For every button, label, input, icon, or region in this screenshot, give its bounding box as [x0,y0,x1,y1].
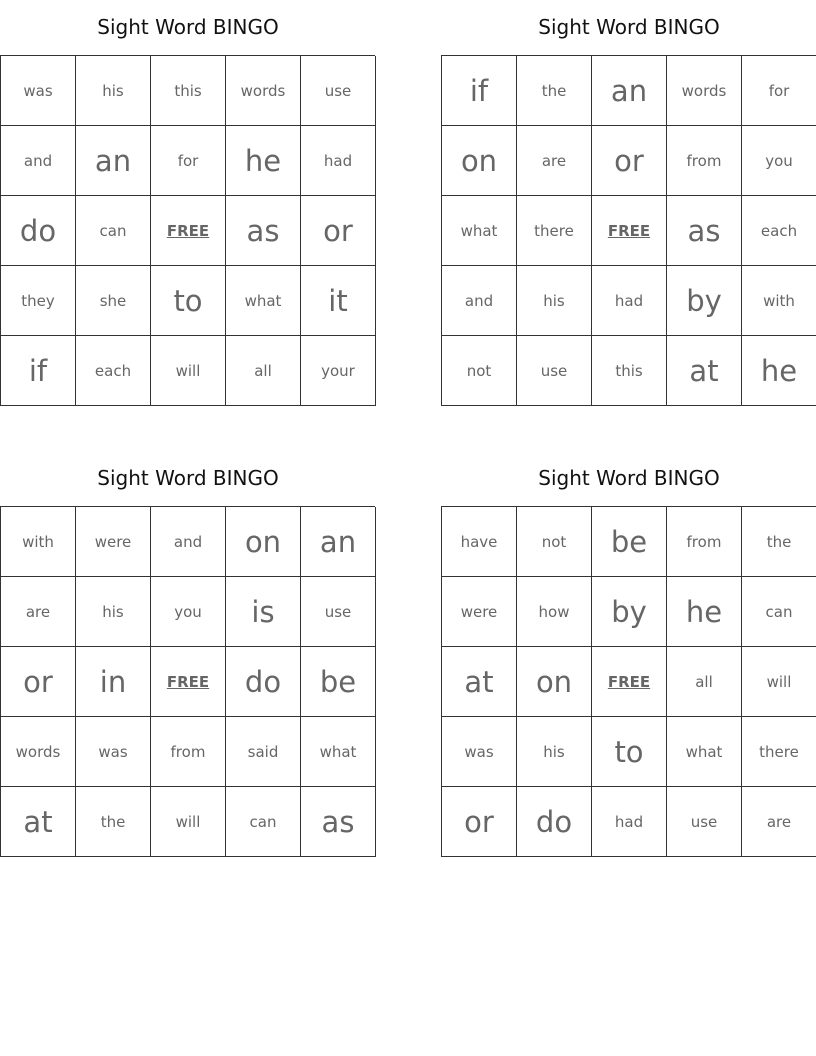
bingo-cell: the [517,56,592,126]
bingo-cell: the [742,507,816,577]
bingo-cell: use [667,787,742,857]
bingo-cell: or [442,787,517,857]
card-title: Sight Word BINGO [97,466,279,490]
bingo-cell: are [742,787,816,857]
bingo-cell: or [592,126,667,196]
bingo-cell: or [301,196,376,266]
bingo-cell: his [76,577,151,647]
bingo-grid [0,506,375,857]
bingo-cell: she [76,266,151,336]
bingo-cell: was [1,56,76,126]
bingo-cell: what [442,196,517,266]
bingo-cell: at [667,336,742,406]
bingo-cell: this [151,56,226,126]
bingo-cell: with [1,507,76,577]
bingo-cell: use [301,577,376,647]
bingo-cell: is [226,577,301,647]
bingo-cell: an [76,126,151,196]
bingo-cell: on [442,126,517,196]
bingo-cell: be [301,647,376,717]
bingo-cell: with [742,266,816,336]
bingo-cell: for [742,56,816,126]
bingo-cell: there [517,196,592,266]
bingo-cell: do [1,196,76,266]
bingo-cell: at [442,647,517,717]
free-space-cell: FREE [151,196,226,266]
bingo-cell: in [76,647,151,717]
bingo-cell: each [742,196,816,266]
bingo-cell: use [301,56,376,126]
bingo-cell: they [1,266,76,336]
bingo-cell: his [76,56,151,126]
bingo-cell: what [301,717,376,787]
bingo-cell: he [742,336,816,406]
bingo-cell: the [76,787,151,857]
bingo-cell: an [592,56,667,126]
bingo-cell: will [151,336,226,406]
bingo-cell: his [517,266,592,336]
bingo-cell: if [1,336,76,406]
bingo-cell: this [592,336,667,406]
bingo-cell: all [667,647,742,717]
free-space-cell: FREE [592,647,667,717]
bingo-cell: for [151,126,226,196]
bingo-cell: from [667,507,742,577]
bingo-cell: his [517,717,592,787]
bingo-cell: your [301,336,376,406]
bingo-cell: it [301,266,376,336]
bingo-cell: on [517,647,592,717]
bingo-cell: on [226,507,301,577]
bingo-cell: by [592,577,667,647]
bingo-card-2 [441,12,816,406]
bingo-card-1 [0,12,376,406]
bingo-cell: can [226,787,301,857]
bingo-cell: will [742,647,816,717]
bingo-cell: what [667,717,742,787]
bingo-cell: use [517,336,592,406]
card-title: Sight Word BINGO [538,15,720,39]
bingo-cell: from [151,717,226,787]
bingo-cell: to [592,717,667,787]
card-title: Sight Word BINGO [538,466,720,490]
bingo-cell: was [442,717,517,787]
bingo-cell: you [742,126,816,196]
bingo-cell: do [226,647,301,717]
bingo-cell: do [517,787,592,857]
bingo-cell: were [442,577,517,647]
bingo-cell: had [301,126,376,196]
bingo-cell: if [442,56,517,126]
bingo-cell: by [667,266,742,336]
bingo-cell: and [1,126,76,196]
bingo-cell: to [151,266,226,336]
bingo-cell: all [226,336,301,406]
bingo-cell: had [592,266,667,336]
bingo-card-3 [0,463,376,857]
bingo-cell: not [517,507,592,577]
bingo-cell: at [1,787,76,857]
bingo-cell: and [151,507,226,577]
bingo-cell: an [301,507,376,577]
bingo-cell: he [667,577,742,647]
bingo-cell: said [226,717,301,787]
bingo-grid [441,55,816,406]
free-space-cell: FREE [592,196,667,266]
bingo-grid [0,55,375,406]
bingo-cell: how [517,577,592,647]
bingo-cell: words [226,56,301,126]
bingo-card-4 [441,463,816,857]
bingo-cell: as [667,196,742,266]
bingo-cell: will [151,787,226,857]
bingo-cell: can [742,577,816,647]
bingo-cell: and [442,266,517,336]
free-space-cell: FREE [151,647,226,717]
bingo-cell: have [442,507,517,577]
card-title: Sight Word BINGO [97,15,279,39]
bingo-cell: from [667,126,742,196]
bingo-cell: were [76,507,151,577]
bingo-cell: be [592,507,667,577]
bingo-cell: there [742,717,816,787]
bingo-cell: as [301,787,376,857]
bingo-cell: not [442,336,517,406]
bingo-cell: you [151,577,226,647]
bingo-cell: words [1,717,76,787]
bingo-cell: what [226,266,301,336]
bingo-cell: or [1,647,76,717]
bingo-cell: are [517,126,592,196]
bingo-cell: can [76,196,151,266]
bingo-cell: each [76,336,151,406]
bingo-cell: are [1,577,76,647]
bingo-cell: had [592,787,667,857]
bingo-cell: words [667,56,742,126]
bingo-grid [441,506,816,857]
bingo-cell: he [226,126,301,196]
bingo-cell: as [226,196,301,266]
bingo-cell: was [76,717,151,787]
